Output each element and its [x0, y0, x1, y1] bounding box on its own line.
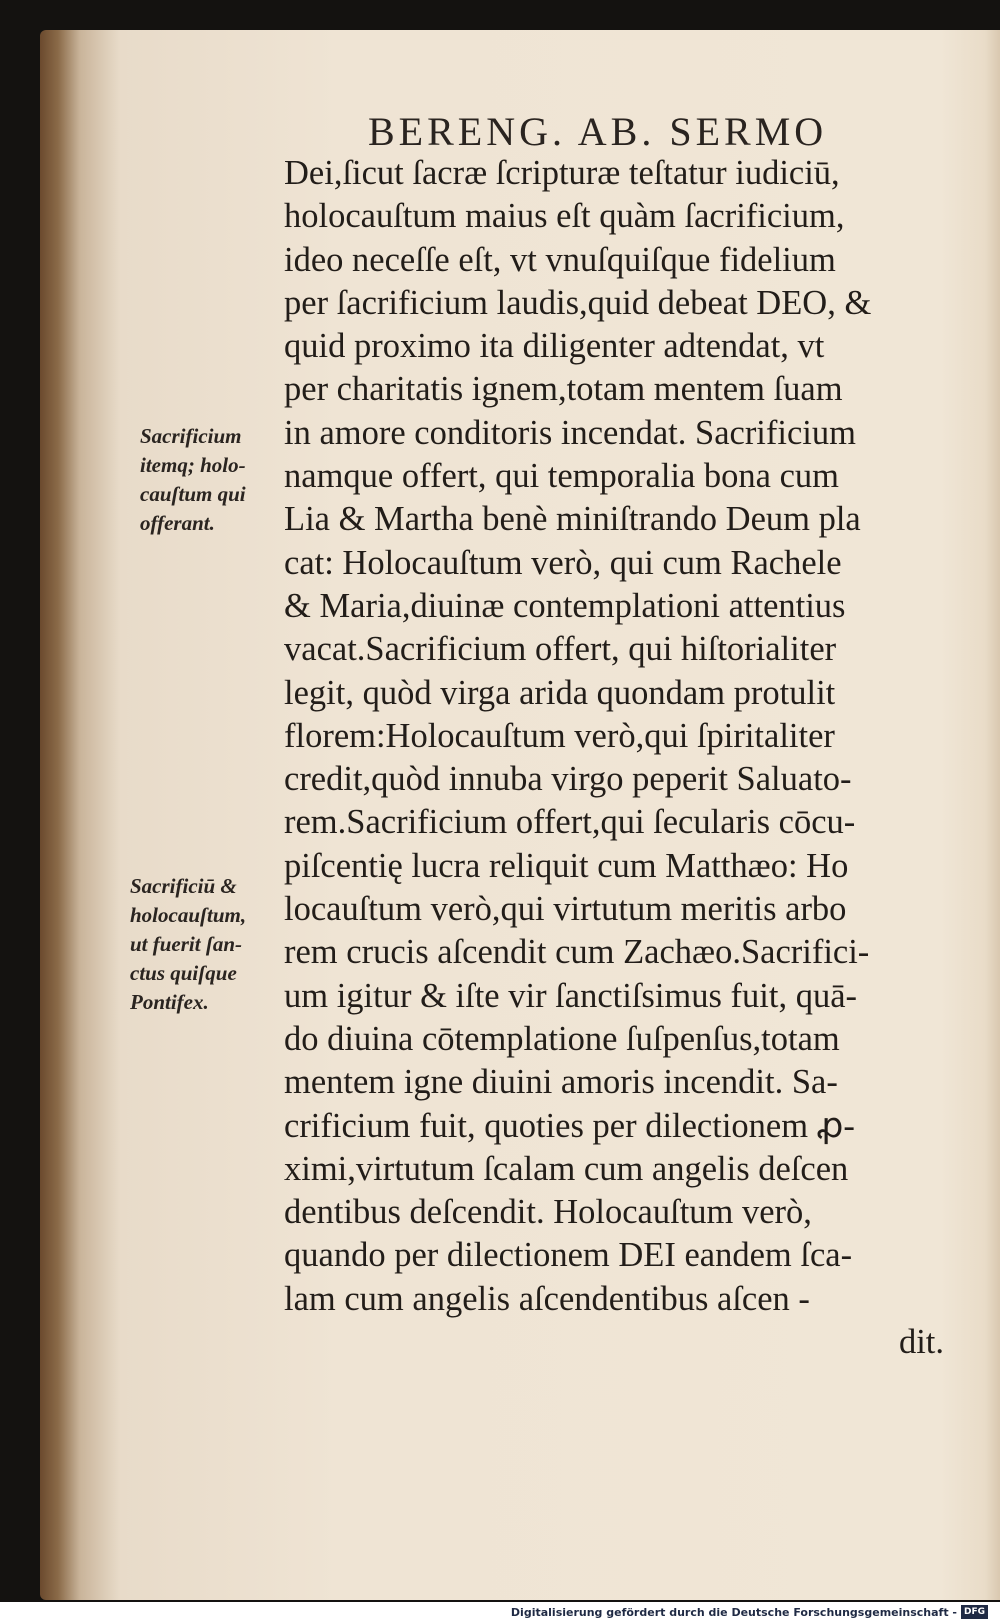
margin-note-line: ut fuerit ſan-: [130, 932, 243, 956]
text-line: florem:Holocauſtum verò,qui ſpiritaliter: [284, 716, 835, 755]
text-line: Lia & Martha benè miniſtrando Deum pla: [284, 500, 861, 539]
catchword: dit.: [898, 1323, 944, 1362]
margin-note-line: cauſtum qui: [140, 482, 246, 506]
text-line: ximi,virtutum ſcalam cum angelis deſcen: [284, 1149, 849, 1188]
text-line: mentem igne diuini amoris incendit. Sa-: [284, 1063, 838, 1102]
text-line: locauſtum verò,qui virtutum meritis arbo: [284, 890, 847, 929]
text-line: quando per dilectionem DEI eandem ſca-: [284, 1236, 853, 1275]
text-line: holocauſtum maius eſt quàm ſacrificium,: [284, 197, 845, 236]
text-line: crificium fuit, quoties per dilectionem ꝓ-: [284, 1106, 855, 1145]
text-line: per charitatis ignem,totam mentem ſuam: [284, 370, 843, 409]
text-line: in amore conditoris incendat. Sacrificium: [284, 413, 856, 452]
text-line: vacat.Sacrificium offert, qui hiſtorialiter: [284, 630, 837, 669]
running-title: BERENG. AB. SERMO: [368, 109, 828, 154]
text-line: Dei,ſicut ſacræ ſcripturæ teſtatur iudiciū,: [284, 154, 840, 192]
text-line: legit, quòd virga arida quondam protulit: [284, 673, 836, 712]
margin-note-sacrificium: [140, 422, 246, 538]
margin-note-line: holocauſtum,: [130, 903, 247, 927]
main-text: [284, 152, 954, 1364]
text-line: rem.Sacrificium offert,qui ſecularis cōcu-: [284, 803, 856, 842]
text-line: lam cum angelis aſcendentibus aſcen -: [284, 1279, 810, 1318]
text-line: rem crucis aſcendit cum Zachæo.Sacrifici-: [284, 933, 870, 972]
margin-note-line: Sacrificium: [140, 424, 242, 448]
text-line: per ſacrificium laudis,quid debeat DEO, &: [284, 283, 872, 322]
margin-note-holocaustum: [130, 872, 246, 1017]
margin-note-line: offerant.: [140, 511, 215, 535]
text-line: um igitur & iſte vir ſanctiſsimus fuit, quā-: [284, 976, 858, 1015]
text-line: ideo neceſſe eſt, vt vnuſquiſque fidelium: [284, 240, 836, 279]
text-line: credit,quòd innuba virgo peperit Saluato-: [284, 760, 852, 799]
text-line: piſcentię lucra reliquit cum Matthæo: Ho: [284, 846, 849, 885]
text-line: cat: Holocauſtum verò, qui cum Rachele: [284, 543, 842, 582]
margin-note-line: Sacrificiū &: [130, 874, 237, 898]
margin-note-line: Pontifex.: [130, 990, 209, 1014]
margin-note-line: ctus quiſque: [130, 961, 237, 985]
dfg-logo: DFG: [961, 1605, 988, 1619]
text-line: dentibus deſcendit. Holocauſtum verò,: [284, 1193, 812, 1232]
text-line: do diuina cōtemplatione ſuſpenſus,totam: [284, 1019, 840, 1058]
margin-note-line: itemq; holo-: [140, 453, 246, 477]
text-line: namque offert, qui temporalia bona cum: [284, 457, 840, 496]
credit-text: Digitalisierung gefördert durch die Deutsche Forschungsgemeinschaft -: [510, 1605, 957, 1619]
text-line: & Maria,diuinæ contemplationi attentius: [284, 586, 846, 625]
digitization-credit: [511, 1603, 988, 1621]
text-line: quid proximo ita diligenter adtendat, vt: [284, 327, 825, 366]
